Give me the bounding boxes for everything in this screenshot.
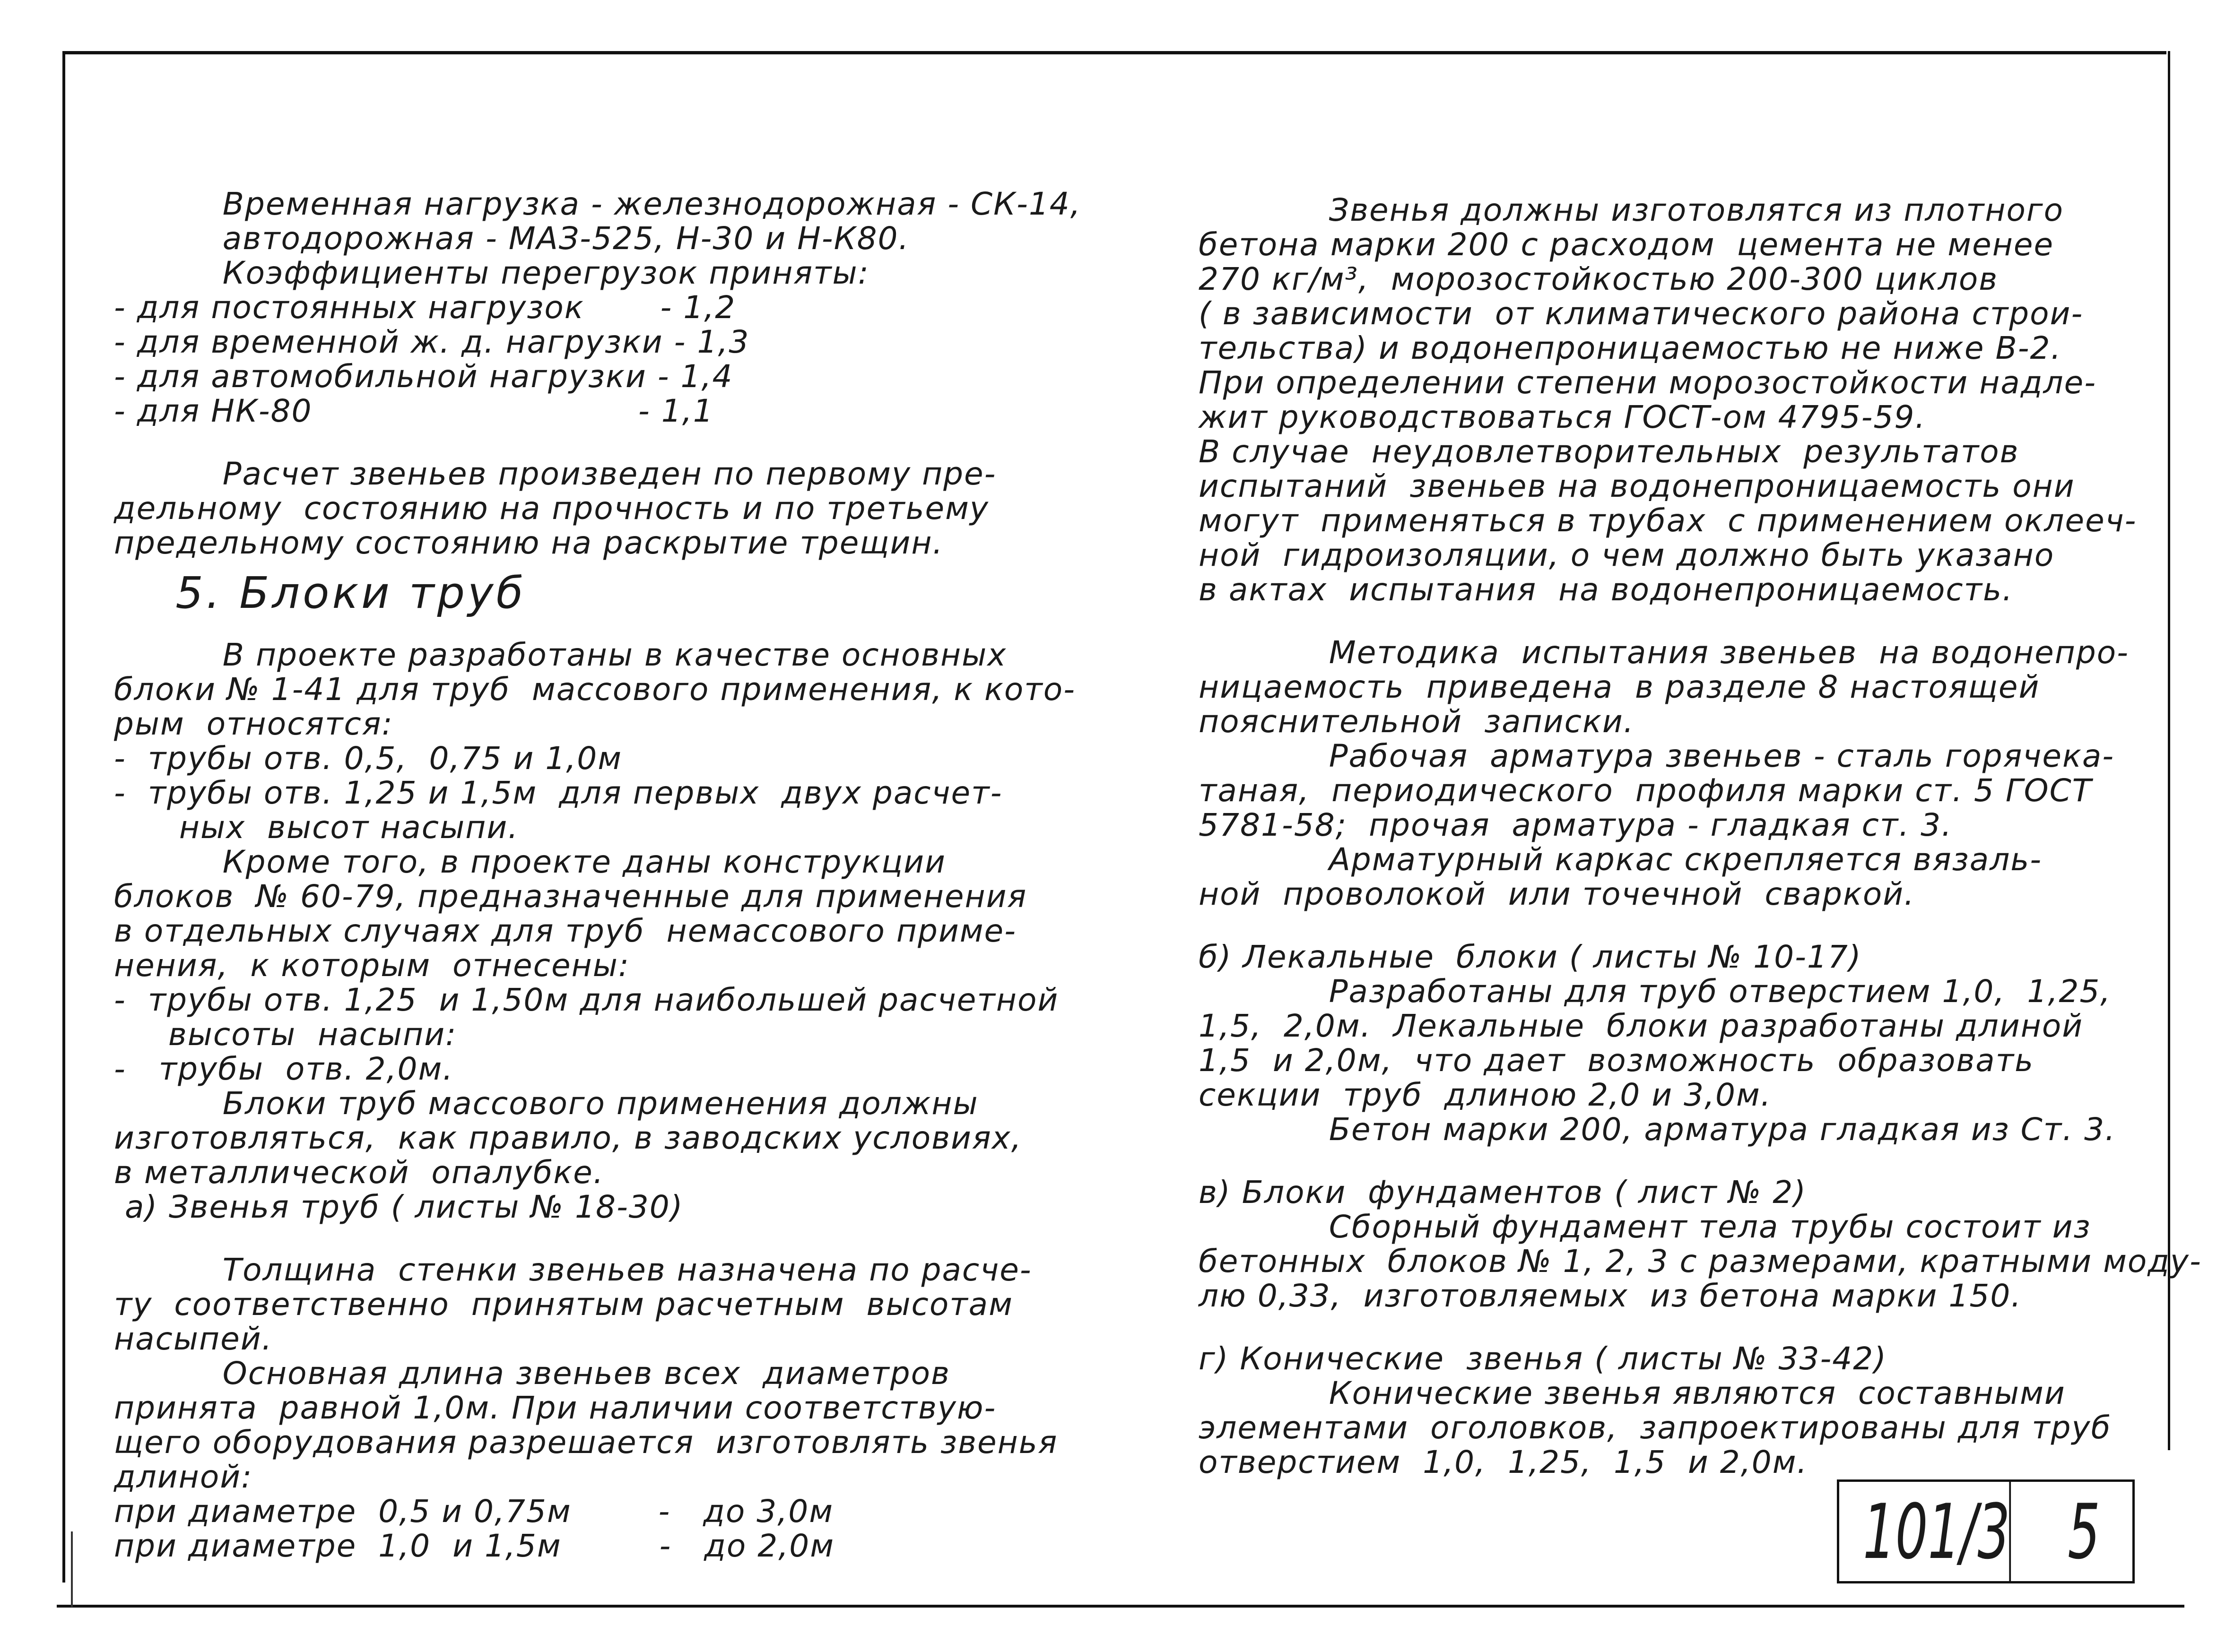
- text-line: ной гидроизоляции, о чем должно быть указано: [1199, 537, 2055, 573]
- text-line: Конические звенья являются составными: [1199, 1375, 2066, 1411]
- text-line: Толщина стенки звеньев назначена по расче-: [92, 1252, 1032, 1288]
- text-line: в металлической опалубке.: [92, 1154, 604, 1191]
- text-line: 1,5 и 2,0м, что дает возможность образовать: [1199, 1042, 2034, 1079]
- text-line: Арматурный каркас скрепляется вязаль-: [1199, 841, 2043, 878]
- text-line: тельства) и водонепроницаемостью не ниже В-2.: [1199, 330, 2062, 366]
- left-text-column: [92, 187, 1109, 1563]
- frame-top-border: [62, 51, 2166, 54]
- text-line: Методика испытания звеньев на водонепро-: [1199, 634, 2129, 671]
- text-line: б) Лекальные блоки ( листы № 10-17): [1199, 939, 1862, 975]
- paragraph-gap: [1199, 1313, 2154, 1341]
- paragraph-gap: [1199, 911, 2154, 940]
- text-line: таная, периодического профиля марки ст. 5 ГОСТ: [1199, 772, 2092, 809]
- text-line: бетонных блоков № 1, 2, 3 с размерами, кратными моду-: [1199, 1243, 2202, 1280]
- text-line: - трубы отв. 0,5, 0,75 и 1,0м: [92, 740, 623, 777]
- text-line: г) Конические звенья ( листы № 33-42): [1199, 1341, 1887, 1377]
- text-line: в) Блоки фундаментов ( лист № 2): [1199, 1174, 1807, 1211]
- text-line: - трубы отв. 1,25 и 1,50м для наибольшей расчетной: [92, 982, 1059, 1018]
- text-line: нения, к которым отнесены:: [92, 947, 630, 984]
- text-line: элементами оголовков, запроектированы для труб: [1199, 1410, 2112, 1446]
- text-line: Бетон марки 200, арматура гладкая из Ст. 3.: [1199, 1111, 2116, 1148]
- text-line: принята равной 1,0м. При наличии соответствую-: [92, 1390, 997, 1426]
- paragraph-gap: [92, 428, 1109, 457]
- text-line: ной проволокой или точечной сваркой.: [1199, 876, 1915, 912]
- text-line: Звенья должны изготовлятся из плотного: [1199, 192, 2064, 228]
- text-line: Рабочая арматура звеньев - сталь горячека-: [1199, 738, 2115, 774]
- sheet-code: 101/3: [1864, 1482, 2011, 1581]
- text-line: - для постоянных нагрузок - 1,2: [92, 289, 736, 326]
- text-line: ту соответственно принятым расчетным высотам: [92, 1286, 1013, 1323]
- text-line: - для временной ж. д. нагрузки - 1,3: [92, 324, 750, 360]
- text-line: бетона марки 200 с расходом цемента не менее: [1199, 226, 2054, 263]
- text-line: предельному состоянию на раскрытие трещин.: [92, 525, 944, 561]
- text-line: При определении степени морозостойкости надле-: [1199, 364, 2097, 401]
- text-line: а) Звенья труб ( листы № 18-30): [92, 1189, 684, 1225]
- text-line: ницаемость приведена в разделе 8 настоящей: [1199, 669, 2040, 705]
- text-line: 270 кг/м³, морозостойкостью 200-300 циклов: [1199, 261, 1999, 297]
- text-line: блоков № 60-79, предназначенные для применения: [92, 878, 1027, 915]
- text-line: Временная нагрузка - железнодорожная - СК-14,: [92, 186, 1081, 222]
- text-line: В случае неудовлетворительных результатов: [1199, 433, 2019, 470]
- text-line: насыпей.: [92, 1321, 273, 1357]
- text-line: Разработаны для труб отверстием 1,0, 1,25,: [1199, 973, 2112, 1010]
- page-number: 5: [2068, 1487, 2100, 1576]
- text-line: высоты насыпи:: [92, 1016, 457, 1053]
- text-line: секции труб длиною 2,0 и 3,0м.: [1199, 1077, 1772, 1113]
- frame-right-border: [2168, 51, 2170, 1450]
- text-line: - для НК-80 - 1,1: [92, 393, 714, 429]
- text-line: ных высот насыпи.: [92, 809, 519, 846]
- text-line: изготовляться, как правило, в заводских условиях,: [92, 1120, 1022, 1156]
- text-line: отверстием 1,0, 1,25, 1,5 и 2,0м.: [1199, 1444, 1808, 1480]
- text-line: В проекте разработаны в качестве основных: [92, 637, 1007, 673]
- text-line: Блоки труб массового применения должны: [92, 1085, 979, 1122]
- frame-bottom-border: [57, 1605, 2184, 1608]
- text-line: испытаний звеньев на водонепроницаемость они: [1199, 468, 2075, 504]
- text-line: при диаметре 1,0 и 1,5м - до 2,0м: [92, 1528, 835, 1564]
- text-line: Сборный фундамент тела трубы состоит из: [1199, 1209, 2091, 1245]
- text-line: при диаметре 0,5 и 0,75м - до 3,0м: [92, 1493, 834, 1530]
- text-line: в актах испытания на водонепроницаемость.: [1199, 571, 2013, 608]
- text-line: блоки № 1-41 для труб массового применения, к кото-: [92, 671, 1076, 708]
- text-line: - для автомобильной нагрузки - 1,4: [92, 358, 733, 395]
- text-line: в отдельных случаях для труб немассового приме-: [92, 913, 1017, 949]
- text-line: лю 0,33, изготовляемых из бетона марки 150.: [1199, 1278, 2022, 1314]
- title-block-stamp: [1837, 1479, 2135, 1583]
- text-line: пояснительной записки.: [1199, 703, 1634, 740]
- text-line: 1,5, 2,0м. Лекальные блоки разработаны длиной: [1199, 1008, 2084, 1044]
- frame-left-border: [62, 51, 65, 1583]
- binding-edge-mark: [71, 1531, 78, 1607]
- text-line: - трубы отв. 2,0м.: [92, 1051, 454, 1087]
- text-line: жит руководствоваться ГОСТ-ом 4795-59.: [1199, 399, 1926, 435]
- text-line: ( в зависимости от климатического района строи-: [1199, 295, 2084, 332]
- section-heading: 5. Блоки труб: [92, 568, 526, 618]
- text-line: автодорожная - МАЗ-525, Н-30 и Н-К80.: [92, 220, 910, 257]
- text-line: могут применяться в трубах с применением оклееч-: [1199, 502, 2137, 539]
- right-text-column: [1199, 192, 2202, 1480]
- paragraph-gap: [92, 1224, 1109, 1253]
- paragraph-gap: [1199, 607, 2154, 635]
- text-line: 5781-58; прочая арматура - гладкая ст. 3.: [1199, 807, 1953, 843]
- text-line: Расчет звеньев произведен по первому пре-: [92, 456, 997, 492]
- text-line: щего оборудования разрешается изготовлять звенья: [92, 1424, 1058, 1461]
- text-line: дельному состоянию на прочность и по третьему: [92, 490, 989, 527]
- text-line: рым относятся:: [92, 706, 393, 742]
- text-line: Основная длина звеньев всех диаметров: [92, 1355, 950, 1392]
- text-line: Кроме того, в проекте даны конструкции: [92, 844, 946, 880]
- text-line: Коэффициенты перегрузок приняты:: [92, 255, 869, 291]
- paragraph-gap: [1199, 1147, 2154, 1175]
- text-line: длиной:: [92, 1459, 253, 1495]
- text-line: - трубы отв. 1,25 и 1,5м для первых двух расчет-: [92, 775, 1003, 811]
